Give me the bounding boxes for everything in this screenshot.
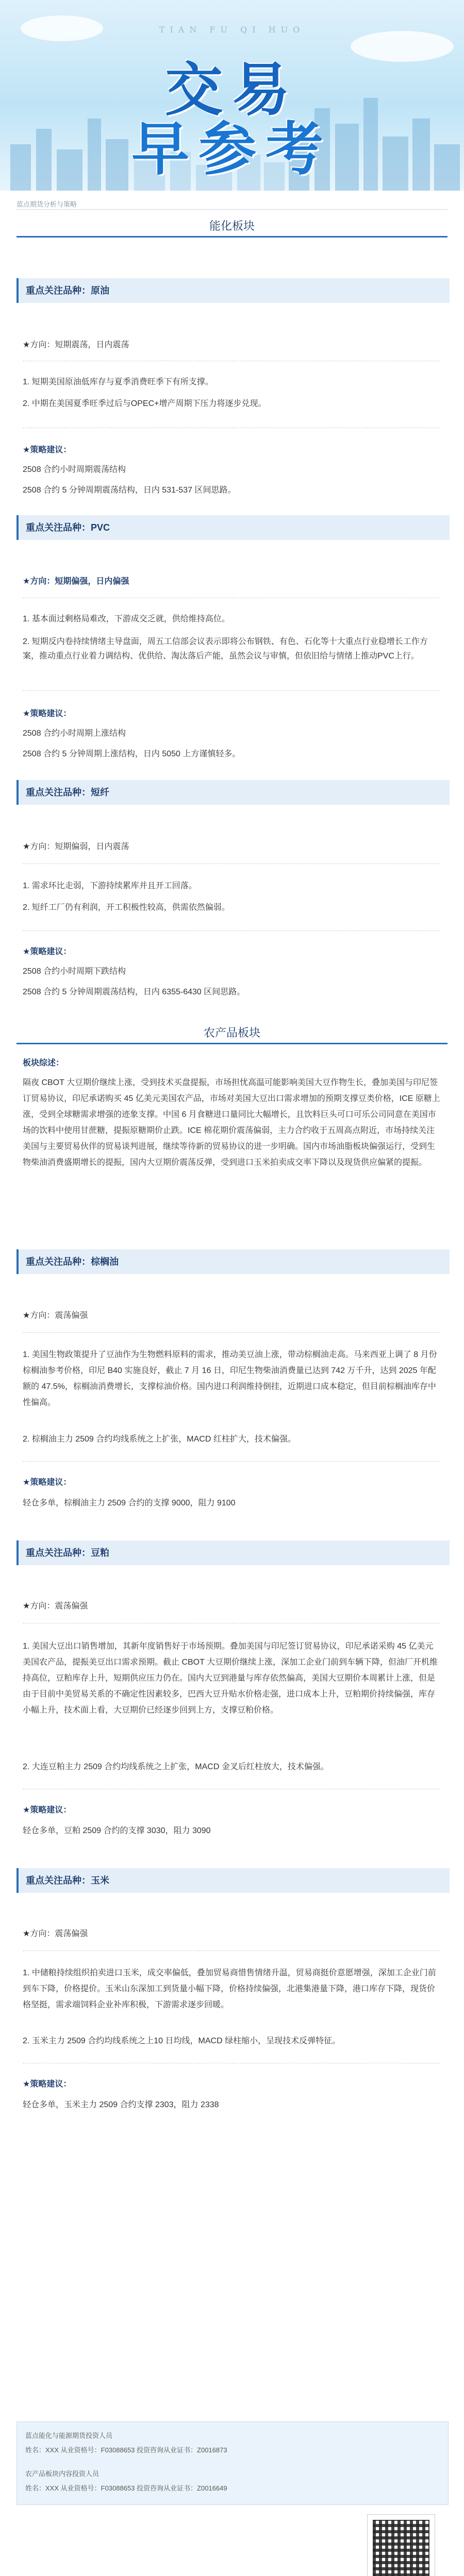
brand-pinyin: TIAN FU QI HUO xyxy=(159,25,305,35)
shortfiber-direction: ★方向：短期偏弱，日内震荡 xyxy=(23,842,129,851)
soy-strategy-label: ★策略建议： xyxy=(23,1806,72,1815)
card-head-pvc: 重点关注品种：PVC xyxy=(19,515,450,540)
corn-strategy: 轻仓多单，玉米主力 2509 合约支撑 2303，阻力 2338 xyxy=(23,2100,219,2109)
divider xyxy=(23,930,440,931)
pvc-strategy-label: ★策略建议： xyxy=(23,709,72,718)
subtitle: 蓝点期货分析与策略 xyxy=(16,199,448,210)
corn-strategy-label: ★策略建议： xyxy=(23,2080,72,2089)
corn-direction: ★方向：震荡偏强 xyxy=(23,1929,88,1938)
pvc-strategy-2: 2508 合约 5 分钟周期上涨结构，日内 5050 上方谨慎轻多。 xyxy=(23,750,241,758)
card-crude xyxy=(16,278,450,303)
pvc-strategy-1: 2508 合约小时周期上涨结构 xyxy=(23,729,126,738)
crude-strategy-1: 2508 合约小时周期震荡结构 xyxy=(23,465,126,474)
pvc-logic-2: 2. 短期反内卷持续情绪主导盘面，周五工信部会议表示即将公布钢铁、有色、石化等十大重点行业稳增长工作方案，推动重点行业着力调结构、优供给、淘汰落后产能，虽然会议与审慎，但依旧给与情绪上推动PVC上行。 xyxy=(23,637,428,660)
card-corn xyxy=(16,1868,450,1893)
divider xyxy=(23,1461,440,1462)
divider xyxy=(23,1332,440,1333)
card-soy xyxy=(16,1540,450,1565)
banner-title-line1: 交易 xyxy=(165,57,299,124)
section-title-agri: 农产品板块 xyxy=(16,1023,448,1044)
corn-logic-1: 1. 中储粮持续组织拍卖进口玉米，成交率偏低，叠加贸易商惜售情绪升温，贸易商挺价意愿增强，深加工企业门前到车下降，价格提价。玉米山东深加工到货量小幅下降，价格持续偏强，北港集港量下降，港口库存下降，现货价格坚挺，需求端饲料企业补库积极，下游需求逐步回暖。 xyxy=(23,1969,436,2009)
agri-overview-label: 板块综述： xyxy=(23,1059,64,1067)
shortfiber-strategy-label: ★策略建议： xyxy=(23,947,72,956)
analyst-1: 姓名：XXX 从业资格号：F03088653 投资咨询从业证书：Z0016873 xyxy=(25,2446,227,2454)
crude-strategy-label: ★策略建议： xyxy=(23,446,72,454)
crude-direction: ★方向：短期震荡，日内震荡 xyxy=(23,341,129,349)
palm-strategy-label: ★策略建议： xyxy=(23,1478,72,1487)
crude-strategy-2: 2508 合约 5 分钟周期震荡结构，日内 531-537 区间思路。 xyxy=(23,486,236,495)
contacts-box xyxy=(16,2421,449,2505)
palm-strategy: 轻仓多单，棕榈油主力 2509 合约的支撑 9000，阻力 9100 xyxy=(23,1499,236,1507)
analyst-2: 姓名：XXX 从业资格号：F03088653 投资咨询从业证书：Z0016649 xyxy=(25,2484,227,2492)
card-head-soy: 重点关注品种：豆粕 xyxy=(19,1540,450,1565)
soy-logic-1: 1. 美国大豆出口销售增加，其新年度销售好于市场预期。叠加美国与印尼签订贸易协议，印尼承诺采购 45 亿美元美国农产品，提振美豆出口需求预期。截止 CBOT 大豆期价继续上涨，深加工企业门前到车辆下降，但油厂开机维持高位，豆粕库存上升，短期供应压力仍在。国内大豆到港量与库存依然偏高，美国大豆期价本周累计上涨，但是由于目前中美贸易关系的不确定性因素较多，巴西大豆升贴水价格走强，进口成本上升，豆粕期价持续偏强，库存小幅上升，技术面上看，大豆期价已经逐步回到上方，支撑豆粕价格。 xyxy=(23,1642,438,1715)
header-banner xyxy=(0,0,464,191)
section-title-energy: 能化板块 xyxy=(16,216,448,238)
corn-logic-2: 2. 玉米主力 2509 合约均线系统之上10 日均线，MACD 绿柱缩小，呈现技术反弹特征。 xyxy=(23,2037,341,2045)
card-palm xyxy=(16,1249,450,1274)
palm-direction: ★方向：震荡偏强 xyxy=(23,1311,88,1320)
divider xyxy=(23,863,440,864)
agri-overview: 隔夜 CBOT 大豆期价继续上涨，受到技术买盘提振，市场担忧高温可能影响美国大豆作物生长，叠加美国与印尼签订贸易协议，印尼承诺购买 45 亿美元美国农产品，市场对美国大豆出口需求增加的预期支撑豆类价格，ICE 原糖上涨，受到全球糖需求增强的迹象支撑。中国 6 月食糖进口量同比大幅增长，且饮料巨头可口可乐公司同意在美国市场的饮料中使用甘蔗糖，提振原糖期价止跌。ICE 棉花期价震荡偏弱，主力合约收于五周高点附近，市场持续关注美国与主要贸易伙伴的贸易谈判进展，继续等待新的贸易协议的进一步明确。国内市场油脂板块偏强运行，受到生物柴油消费盛期增长的提振，国内大豆期价震荡反弹，受到进口玉米拍卖成交率下降以及现货供应偏紧的提振。 xyxy=(23,1078,440,1167)
card-head-palm: 重点关注品种：棕榈油 xyxy=(19,1249,450,1274)
shortfiber-logic-1: 1. 需求环比走弱，下游持续累库并且开工回落。 xyxy=(23,882,197,890)
palm-logic-2: 2. 棕榈油主力 2509 合约均线系统之上扩张，MACD 红柱扩大，技术偏强。 xyxy=(23,1435,296,1444)
soy-direction: ★方向：震荡偏强 xyxy=(23,1602,88,1611)
pvc-direction: ★方向：短期偏强，日内偏强 xyxy=(23,577,129,586)
banner-title-line2: 早参考 xyxy=(131,116,333,183)
shortfiber-strategy-1: 2508 合约小时周期下跌结构 xyxy=(23,967,126,976)
palm-logic-1: 1. 美国生物政策提升了豆油作为生物燃料原料的需求，推动美豆油上涨，带动棕榈油走高。马来西亚上调了 8 月份棕榈油参考价格，印尼 B40 实施良好，截止 7 月 16 日，印尼生物柴油消费量已达到 742 万千升，达到 2025 年配额的 47.5%，棕榈油消费增长，支撑棕油价格。国内进口利润维持倒挂，近期进口成本稳定，但目前棕榈油库存中性偏高。 xyxy=(23,1350,437,1407)
soy-logic-2: 2. 大连豆粕主力 2509 合约均线系统之上扩张，MACD 金叉后红柱放大，技术偏强。 xyxy=(23,1762,329,1771)
team-2: 农产品板块内容投资人员 xyxy=(25,2470,100,2478)
team-1: 蓝点能化与能源期货投资人员 xyxy=(25,2432,113,2439)
crude-logic-1: 1. 短期美国原油低库存与夏季消费旺季下有所支撑。 xyxy=(23,378,213,386)
shortfiber-strategy-2: 2508 合约 5 分钟周期震荡结构，日内 6355-6430 区间思路。 xyxy=(23,988,245,996)
qr-code[interactable] xyxy=(367,2514,435,2576)
pvc-logic-1: 1. 基本面过剩格局难改，下游成交乏就，供给维持高位。 xyxy=(23,615,230,623)
card-shortfiber xyxy=(16,780,450,805)
card-pvc xyxy=(16,515,450,540)
card-head-corn: 重点关注品种：玉米 xyxy=(19,1868,450,1893)
divider xyxy=(23,690,440,691)
card-head-crude: 重点关注品种：原油 xyxy=(19,278,450,303)
crude-logic-2: 2. 中期在美国夏季旺季过后与OPEC+增产周期下压力将逐步兑现。 xyxy=(23,399,267,408)
card-head-shortfiber: 重点关注品种：短纤 xyxy=(19,780,450,805)
shortfiber-logic-2: 2. 短纤工厂仍有利润，开工积极性较高，供需依然偏弱。 xyxy=(23,903,230,912)
soy-strategy: 轻仓多单，豆粕 2509 合约的支撑 3030，阻力 3090 xyxy=(23,1826,211,1835)
